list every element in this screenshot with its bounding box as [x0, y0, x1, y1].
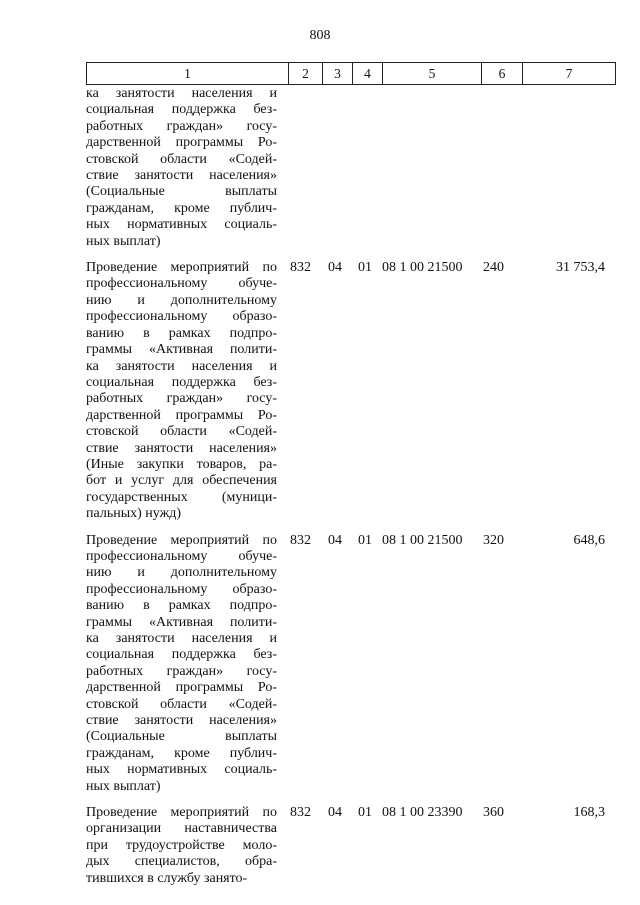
cell-c4: 01 — [358, 532, 372, 548]
table-header — [86, 62, 616, 85]
description-line: дарственной программы Ро- — [86, 680, 277, 696]
description-line: тившихся в службу занято- — [86, 870, 248, 886]
cell-c3: 04 — [328, 805, 342, 821]
description-line: профессиональному образо- — [86, 581, 277, 597]
cell-c5: 08 1 00 23390 — [382, 805, 463, 821]
description-line: организации наставничества — [86, 821, 277, 837]
description-line: ствие занятости населения» — [86, 440, 277, 456]
description-line: ка занятости населения и — [86, 86, 277, 101]
description-line: работных граждан» госу- — [86, 118, 277, 134]
description-line: дарственной программы Ро- — [86, 135, 277, 151]
description-line: граммы «Активная полити- — [86, 342, 277, 358]
cell-c7: 648,6 — [573, 532, 605, 548]
row-description — [86, 805, 277, 887]
table-row — [86, 533, 611, 796]
header-col-5: 5 — [383, 63, 482, 85]
description-line: профессиональному образо- — [86, 309, 277, 325]
cell-c5: 08 1 00 21500 — [382, 532, 463, 548]
description-line: социальная поддержка без- — [86, 102, 277, 118]
table-row — [86, 805, 611, 887]
table-row — [86, 86, 611, 250]
description-line: (Социальные выплаты — [86, 729, 277, 745]
table-body — [86, 86, 611, 887]
cell-c3: 04 — [328, 532, 342, 548]
description-line: государственных (муници- — [86, 489, 277, 505]
description-line: граммы «Активная полити- — [86, 614, 277, 630]
cell-c5: 08 1 00 21500 — [382, 260, 463, 276]
description-line: стовской области «Содей- — [86, 696, 277, 712]
description-line: (Иные закупки товаров, ра- — [86, 456, 277, 472]
description-line: (Социальные выплаты — [86, 184, 277, 200]
description-line: работных граждан» госу- — [86, 663, 277, 679]
cell-c6: 240 — [483, 260, 504, 276]
header-col-1: 1 — [87, 63, 289, 85]
description-line: дарственной программы Ро- — [86, 407, 277, 423]
description-line: гражданам, кроме публич- — [86, 200, 277, 216]
description-line: бот и услуг для обеспечения — [86, 473, 277, 489]
description-line: ствие занятости населения» — [86, 168, 277, 184]
description-line: ствие занятости населения» — [86, 713, 277, 729]
description-line: Проведение мероприятий по — [86, 805, 277, 821]
description-line: гражданам, кроме публич- — [86, 745, 277, 761]
description-line: пальных) нужд) — [86, 506, 182, 522]
cell-c3: 04 — [328, 260, 342, 276]
cell-c2: 832 — [290, 805, 311, 821]
header-col-6: 6 — [482, 63, 523, 85]
cell-c6: 320 — [483, 532, 504, 548]
header-col-2: 2 — [289, 63, 323, 85]
cell-c7: 31 753,4 — [556, 260, 605, 276]
description-line: социальная поддержка без- — [86, 647, 277, 663]
page-number: 808 — [309, 28, 331, 43]
description-line: дых специалистов, обра- — [86, 854, 277, 870]
description-line: ванию в рамках подпро- — [86, 325, 277, 341]
cell-c2: 832 — [290, 260, 311, 276]
description-line: стовской области «Содей- — [86, 424, 277, 440]
row-description — [86, 260, 277, 523]
description-line: стовской области «Содей- — [86, 151, 277, 167]
description-line: Проведение мероприятий по — [86, 260, 277, 276]
description-line: ка занятости населения и — [86, 631, 277, 646]
cell-c2: 832 — [290, 532, 311, 548]
description-line: нию и дополнительному — [86, 292, 277, 308]
header-col-3: 3 — [323, 63, 353, 85]
cell-c6: 360 — [483, 805, 504, 821]
description-line: ка занятости населения и — [86, 358, 277, 374]
header-col-4: 4 — [353, 63, 383, 85]
description-line: ных нормативных социаль- — [86, 762, 277, 778]
description-line: при трудоустройстве моло- — [86, 837, 277, 853]
description-line: работных граждан» госу- — [86, 391, 277, 407]
description-line: нию и дополнительному — [86, 565, 277, 581]
header-col-7: 7 — [523, 63, 616, 85]
description-line: Проведение мероприятий по — [86, 532, 277, 548]
table-row — [86, 260, 611, 523]
row-description — [86, 533, 277, 796]
row-description — [86, 86, 277, 250]
description-line: ных выплат) — [86, 778, 161, 794]
description-line: профессиональному обуче- — [86, 276, 277, 292]
description-line: профессиональному обуче- — [86, 548, 277, 564]
description-line: социальная поддержка без- — [86, 374, 277, 390]
description-line: ных нормативных социаль- — [86, 217, 277, 233]
cell-c7: 168,3 — [573, 805, 605, 821]
cell-c4: 01 — [358, 805, 372, 821]
description-line: ванию в рамках подпро- — [86, 598, 277, 614]
cell-c4: 01 — [358, 260, 372, 276]
description-line: ных выплат) — [86, 233, 161, 249]
